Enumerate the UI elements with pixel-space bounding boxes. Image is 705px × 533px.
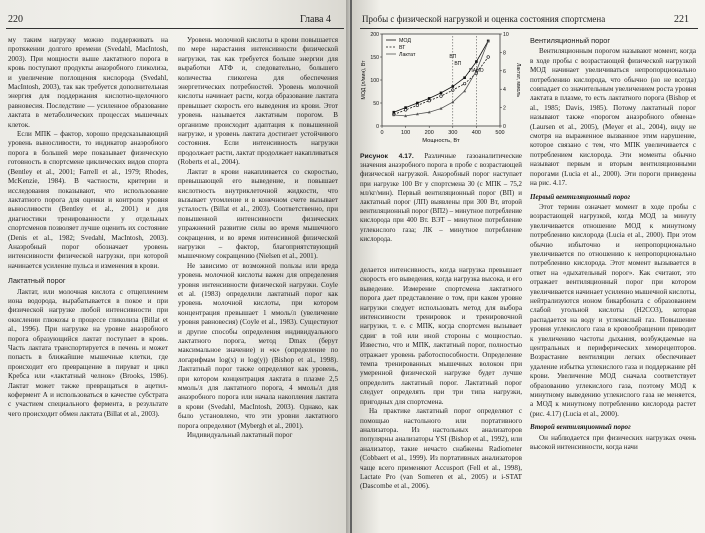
threshold-label: ВП [454, 61, 462, 67]
paragraph: му таким нагрузку можно поддерживать на протяжении долгого времени (Svedahl, MacIntosh, 2003). При мощности выше лактатного порога в кровь поступают продукты анаэробного гликолиза, и увеличение поглощения кислорода (Svedahl, MacIntosh, 2003), так как требуется дополнительная энергия для поддержания кислотно-щелочного равновесия. Последствие — усиленное образование лактата в метаболических процессах мышечных клеток. [8, 36, 168, 129]
page-number: 220 [8, 14, 23, 25]
right-page [352, 0, 705, 533]
threshold-label: ПАНО [469, 68, 484, 74]
paragraph: На практике лактатный порог определяют с помощью настольного или портативного анализатора. Из настольных анализаторов популярны анализаторы YSI (Bishop et al., 1992), или анализатор, такие нечасто снабжены Radiometer (Cobbaert et al., 1999). Из портативных анализаторов чаще всего применяют Accusport (Fell et al., 1998), Lactate Pro (van Someren et al., 2005) и i-STAT (Dascombe et al., 2006). [360, 407, 522, 491]
x-axis-label: Мощность, Вт [422, 138, 460, 144]
paragraph: Лактат в крови накапливается со скоростью, превышающей его выведение, и повышает кислотность внутриклеточной жидкости, что вызывает утомление и в конечном счете вызывает усталость (Billat et al., 2003). Соответственно, при повышенной интенсивности физических упражнений развитие силы во время мышечного сокращения, и во время интенсивной физической нагрузки – фактор, благоприятствующий мышечному сокращению (Nielsen et al., 2001). [178, 167, 338, 261]
paragraph: Индивидуальный лактатный порог [187, 431, 293, 440]
x-tick-label: 400 [471, 130, 481, 136]
right-column-2 [530, 36, 696, 452]
data-point [404, 109, 407, 112]
x-tick-label: 200 [424, 130, 434, 136]
data-point [463, 76, 466, 79]
y-right-tick-label: 4 [503, 87, 506, 94]
left-column-2 [178, 36, 338, 440]
y-left-tick-label: 50 [373, 101, 379, 107]
header-rule [6, 28, 344, 29]
paragraph: Если МПК – фактор, хорошо предсказывающий уровень выносливости, то индикатор анаэробного порога в большей мере показывает физическую готовность в спортсмене циклических видов спорта (Bentley et al., 2001; Farrell et al., 1979; Rhodes, McKenzie, 1984). В частности, критерии и исследования показывают, что использование лактатного порога для оценки и контроля уровня выносливости (Bentley et al., 2001) и для диагностики тренированности у отдельных спортсменов позволяет лучше оценить их состояние (Denis et al., 1982; Svedahl, MacIntosh, 2003). Анаэробный порог обозначает уровень интенсивности физической нагрузки, при которой начинается усиление пульса и изменения в крови. [8, 130, 168, 270]
caption-label: Рисунок 4.17. [360, 153, 414, 160]
y-right-tick-label: 0 [503, 124, 506, 130]
paragraph: Этот термин означает момент в ходе пробы с возрастающей нагрузкой, когда МОД за минуту увеличивается отношение МОД к минутному потреблению кислорода (Lucia et al., 2000). При этом обычно избыточно и непропорционально увеличивается по отношению к непропорционально потреблению кислорода. Этот момент вызывается в ответ на «дыхательный порог». Как считают, это отражает вентиляционный порог при котором увеличивается начинает усиленно мышечной кислоты, нейтрализуются ионом бикарбоната с образованием слабой угольной кислоты (Н2CO3), которая распадается на воду и углекислый газ. Повышение уровня углекислого газа в кровообращении приводит к увеличению частоты дыхания, возбуждаемые на центральных и периферических хеморецепторов. Возрастание вентиляции легких обеспечивает удаление избытка углекислого газа и поддержание pH крови. Увеличение МОД сначала соответствует образованию углекислого газа, поэтому МОД к минутному выведению углекислого газа не меняется, а МОД к минутному потреблению кислорода растет (рис. 4.17) (Lucia et al., 2000). [530, 202, 696, 418]
data-point [416, 104, 419, 107]
left-page [0, 0, 350, 533]
left-column-1 [8, 36, 168, 419]
y-right-tick-label: 10 [503, 32, 509, 38]
legend-label: МОД [399, 38, 412, 44]
x-tick-label: 300 [448, 130, 458, 136]
y-left-axis-label: МОД (л/мин), Вт [361, 60, 367, 100]
section-heading: Вентиляционный порог [530, 36, 611, 45]
paragraph: делается интенсивность, когда нагрузка превышает скорость его выведения, когда нагрузка высока, и его выведение. Измерение спортсмена лактатного порога дает представление о том, при каком уровне нагрузки следует использовать метод для выбора интенсивности тренировок и тренировочной нагрузки, т. е. с МПК, когда спортсмен вызывает сдвиг в той или иной стороны с мощностью. Известно, что и МПК, лактатный порог, полностью отражает уровень работоспособности. Определение темпа тренированных мышечных волокон при умеренной физической нагрузке будет лучше определить лактатный порог. Лактатный порог следует определять при три типа нагрузки, пригодных для спортсмена. [360, 266, 522, 406]
subheading: Первый вентиляционный порог [530, 192, 631, 201]
x-tick-label: 100 [401, 130, 411, 136]
y-right-tick-label: 8 [503, 50, 506, 57]
running-head: Пробы с физической нагрузкой и оценка состояния спортсмена [362, 14, 606, 24]
figure-caption [360, 152, 522, 244]
subheading: Второй вентиляционный порог [530, 423, 631, 432]
data-point [440, 92, 443, 95]
paragraph: Лактат, или молочная кислота с отщеплением иона водорода, вырабатывается в покое и при физической нагрузке любой интенсивности при окислении глюкозы в процессе гликолиза (Billat et al., 1996). При нагрузке на уровне анаэробного порога образующийся лактат поступает в кровь. Часть лактата транспортируется в печень и может попасть в ближайшие мышечные клетки, где происходит его превращение в пируват и цикл Кребса или «лактатный челнок» (Brooks, 1986). Лактат может также превращаться в ацетил-кофермент А и использоваться в качестве субстрата с участием специального фермента, в результате чего происходит обмен лактата (Billat et al., 2003). [8, 287, 168, 418]
data-point [463, 82, 466, 85]
right-column-1 [360, 266, 522, 492]
threshold-chart [360, 26, 522, 144]
paragraph: Уровень молочной кислоты в крови повышается по мере нарастания интенсивности физической нагрузки, так как требуется больше энергии для выработки АТФ и, следовательно, большего количества гликогена для обеспечения энергетических потребностей. Уровень молочной кислоты начинает расти, когда образование лактата превышает скорость его выведения из крови. Этот уровень называется лактатным порогом. В организме происходит адаптация к повышенной нагрузке, и уровень лактата достигает устойчивого состояния. Если интенсивность нагрузки продолжает расти, лактат продолжает накапливаться (Roberts et al., 2004). [178, 36, 338, 167]
y-left-tick-label: 100 [370, 78, 379, 84]
y-right-tick-label: 6 [503, 68, 506, 75]
y-right-axis-label: Лактат, ммоль [515, 62, 521, 98]
caption-text: Различные газоаналитические значения анаэробного порога в пробе с возрастающей физической нагрузкой. Анаэробный порог наступает при нагрузке 100 Вт у спортсмена 30 (с МПК – 75,2 мл/кг/мин). Первый вентиляционный порог (ВП) и лактатный порог (ЛП) выявлены при 300 Вт, второй вентиляционный порог (ВП2) – минутное потребление кислорода при 400 Вт. ВЭТ – минутное потребление углекислого газа; ЛК – минутное потребление кислорода. [360, 153, 522, 243]
page-number: 221 [674, 14, 689, 25]
legend-label: Лактат [399, 52, 416, 58]
y-left-tick-label: 200 [370, 32, 379, 38]
threshold-label: ВП [449, 54, 457, 60]
y-left-tick-label: 150 [370, 55, 379, 61]
paragraph: Не зависимо от возможной пользы или вреда уровень молочной кислоты важен для определения уровня интенсивности физической нагрузки. Coyle et al. (1983) определили лактатный порог как уровень молочной кислоты, при котором концентрация превышает 1 ммоль/л (увеличение уровня равновесия) (Coyle et al., 1983). Существуют и другие способы определения индивидуального лактатного порога, метод Dmax (берут максимальное значение) и «к» (определение по логарифмам log(x) и log(y)) (Bishop et al., 1998). Лактатный порог также определяют как уровень, при котором концентрация лактата в плазме 2,5 ммоль/л для лактатного порога, 4 ммоль/л для анаэробного порога или начала накопления лактата в крови (Svedahl, MacIntosh, 2003). Однако, как было установлено, что эти уровни лактатного порога определяют (Mybergh et al., 2001). [178, 261, 338, 430]
y-left-tick-label: 0 [376, 124, 379, 130]
x-tick-label: 500 [495, 130, 505, 136]
legend-label: ВТ [399, 45, 406, 51]
running-head: Глава 4 [300, 14, 331, 25]
x-tick-label: 0 [380, 130, 384, 136]
data-point [440, 95, 443, 98]
data-point [428, 99, 431, 102]
paragraph: Он наблюдается при физических нагрузках очень высокой интенсивности, когда начи [530, 433, 696, 452]
data-point [487, 56, 490, 59]
section-heading: Лактатный порог [8, 276, 66, 286]
y-right-tick-label: 2 [503, 105, 506, 112]
paragraph: Вентиляционным порогом называют момент, когда в ходе пробы с возрастающей физической нагрузкой МОД начинает увеличиваться непропорционально потреблению кислорода, что обычно (но не всегда) совпадает со значительным увеличением роста уровня лактата в плазме, то есть лактатного порога (Bishop et al., 1985; Davis, 1985). Потому лактатный порог называют также «порогом анаэробного обмена» (Laursen et al., 2005), (Meyer et al., 2004), виду не смотря на выраженное вызванное этим нарушение, которое связано с тем, что МПК увеличивается с потреблением кислорода. Эти моменты обычно называют первым и вторым вентиляционными порогами (Lucia et al., 2000). Эти пороги приведены на рис. 4.17. [530, 47, 696, 188]
